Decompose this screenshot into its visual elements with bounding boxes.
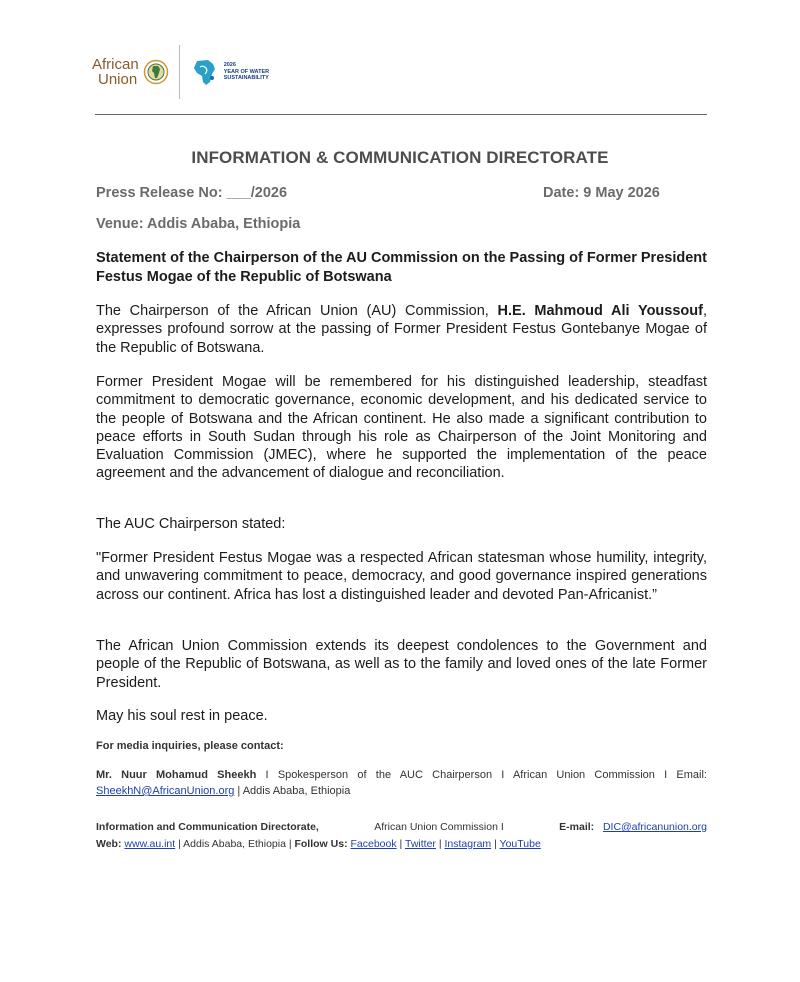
footer-youtube-link[interactable]: YouTube	[499, 838, 541, 850]
header-divider	[95, 114, 707, 115]
header-logos	[92, 44, 269, 100]
directorate-title: INFORMATION & COMMUNICATION DIRECTORATE	[191, 148, 609, 167]
press-release-venue: Venue: Addis Ababa, Ethiopia	[96, 216, 301, 232]
chairperson-name: H.E. Mahmoud Ali Youssouf	[497, 303, 703, 319]
water-logo-line1: YEAR OF WATER	[223, 68, 270, 75]
water-logo-text	[224, 62, 269, 82]
footer-email-link[interactable]: DIC@africanunion.org	[602, 821, 707, 833]
footer-instagram-link[interactable]: Instagram	[444, 838, 492, 850]
contact-name: Mr. Nuur Mohamud Sheekh	[96, 769, 257, 781]
paragraph-3: The AUC Chairperson stated:	[96, 516, 286, 532]
paragraph-1	[96, 302, 707, 357]
footer-directorate: Information and Communication Directorate,	[96, 821, 319, 833]
press-release-date: Date: 9 May 2026	[543, 185, 660, 201]
footer	[96, 819, 707, 853]
water-logo-line2: SUSTAINABILITY	[223, 75, 269, 82]
footer-row-1	[96, 819, 707, 836]
contact-location: | Addis Ababa, Ethiopia	[234, 785, 351, 797]
statement-title: Statement of the Chairperson of the AU Commission on the Passing of Former President Festus Mogae of the Republic of Botswana	[96, 250, 707, 285]
water-africa-map-icon	[188, 55, 222, 89]
press-release-number: Press Release No: ___/2026	[96, 185, 288, 201]
au-emblem-icon	[143, 59, 169, 85]
media-inquiries-heading: For media inquiries, please contact:	[96, 740, 284, 752]
au-logo-line2: Union	[98, 71, 138, 88]
footer-follow-label: Follow Us:	[294, 838, 348, 850]
contact-details: I Spokesperson of the AUC Chairperson I African Union Commission I Email:	[256, 769, 707, 781]
media-contact	[96, 767, 707, 799]
footer-web-link[interactable]: www.au.int	[124, 838, 176, 850]
footer-row-2: Web: www.au.int | Addis Ababa, Ethiopia | Follow Us: Facebook | Twitter | Instagram | YouTube	[96, 838, 541, 850]
footer-commission: African Union Commission I	[374, 821, 504, 833]
paragraph-1-pre: The Chairperson of the African Union (AU) Commission,	[96, 303, 498, 319]
au-logo-line1: African	[92, 56, 139, 73]
footer-email: E-mail: DIC@africanunion.org	[559, 821, 707, 833]
contact-email-link[interactable]: SheekhN@AfricanUnion.org	[96, 785, 235, 797]
paragraph-5: The African Union Commission extends its deepest condolences to the Government and people of the Republic of Botswana, as well as to the family and loved ones of the late Former President.	[96, 638, 707, 691]
quote-paragraph: "Former President Festus Mogae was a respected African statesman whose humility, integrity, and unwavering commitment to peace, democracy, and good governance inspired generations across our continent. Africa has lost a distinguished leader and devoted Pan-Africanist.”	[96, 550, 707, 603]
paragraph-2: Former President Mogae will be remembered for his distinguished leadership, steadfast commitment to democratic governance, economic development, and his dedicated service to the people of Botswana and the African continent. He also made a significant contribution to peace efforts in South Sudan through his role as Chairperson of the Joint Monitoring and Evaluation Commission (JMEC), where he supported the implementation of the peace agreement and the advancement of dialogue and reconciliation.	[96, 374, 707, 482]
paragraph-6: May his soul rest in peace.	[96, 708, 268, 724]
au-logo-text	[92, 57, 139, 87]
paragraph-1-post: , expresses profound sorrow at the passing of Former President Festus Gontebanye Mogae of the Republic of Botswana.	[96, 303, 707, 356]
footer-facebook-link[interactable]: Facebook	[350, 838, 397, 850]
footer-twitter-link[interactable]: Twitter	[405, 838, 436, 850]
footer-web-label: Web:	[96, 838, 122, 850]
logo-divider	[179, 45, 180, 99]
water-logo-year: 2026	[223, 62, 236, 69]
footer-location: | Addis Ababa, Ethiopia |	[175, 838, 295, 850]
